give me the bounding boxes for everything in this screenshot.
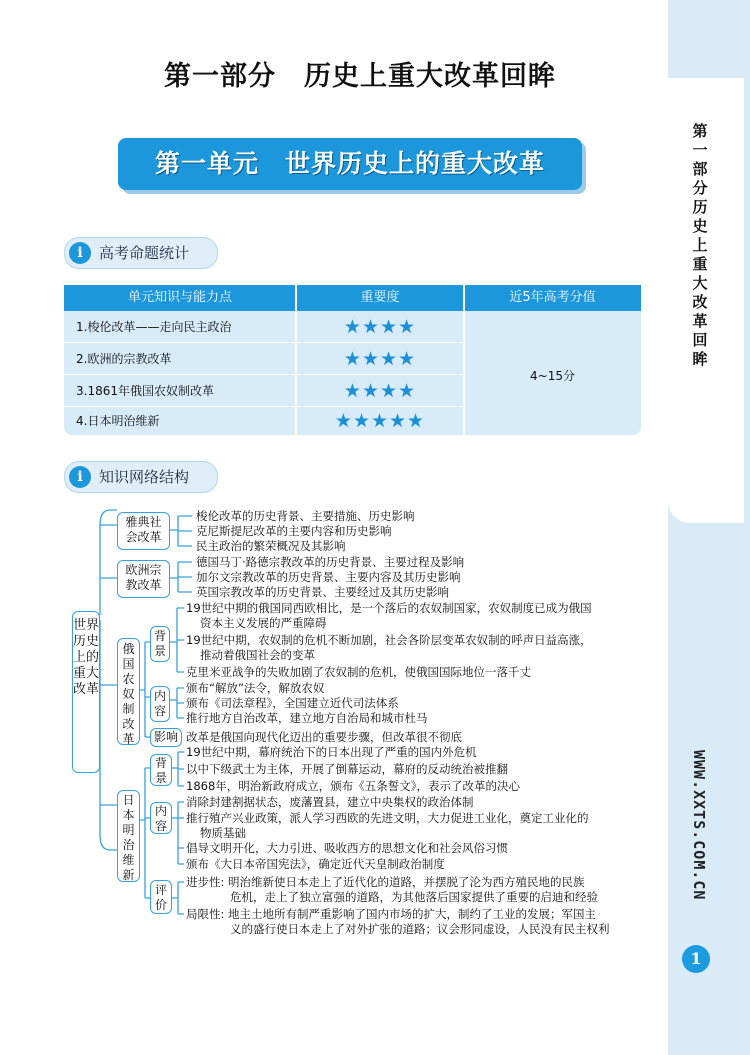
tree-leaf: 义的盛行使日本走上了对外扩张的道路；议会形同虚设，人民没有民主权利	[230, 922, 610, 936]
tree-leaf: 颁布“解放”法令，解放农奴	[186, 681, 325, 695]
side-chapter-label: 第一部分 历史上重大改革回眸	[692, 122, 708, 368]
table-header-point: 单元知识与能力点	[127, 290, 232, 305]
table-cell-stars: ★★★★	[343, 316, 417, 338]
table-header-score: 近5年高考分值	[509, 290, 596, 305]
tree-leaf: 1868年，明治新政府成立，颁布《五条誓文》，表示了改革的决心	[186, 779, 521, 793]
tree-leaf: 推动着俄国社会的变革	[200, 648, 315, 662]
unit-title: 第一单元 世界历史上的重大改革	[154, 149, 545, 178]
tree-leaf: 德国马丁·路德宗教改革的历史背景、主要过程及影响	[196, 555, 465, 569]
tree-leaf: 危机，走上了独立富强的道路，为其他落后国家提供了重要的启迪和经验	[230, 890, 598, 904]
tree-node-japan: 日本明治维新	[117, 790, 140, 882]
section-stats-title: 高考命题统计	[99, 244, 190, 262]
page-number: 1	[682, 945, 710, 973]
table-cell-score: 4~15分	[530, 369, 575, 383]
tree-leaf: 颁布《司法章程》，全国建立近代司法体系	[186, 696, 399, 710]
tree-leaf: 19世纪中期，幕府统治下的日本出现了严重的国内外危机	[186, 745, 477, 759]
table-header-importance: 重要度	[360, 290, 400, 305]
section-network-title: 知识网络结构	[99, 468, 190, 486]
tree-node-japan-evaluation: 评价	[150, 880, 172, 914]
tree-leaf: 倡导文明开化，大力引进、吸收西方的思想文化和社会风俗习惯	[186, 841, 508, 855]
tree-leaf: 加尔文宗教改革的历史背景、主要内容及其历史影响	[196, 570, 461, 584]
table-cell-stars: ★★★★★	[334, 410, 426, 432]
side-url-text: WWW.XXTS.COM.CN	[690, 750, 708, 901]
tree-leaf: 以中下级武士为主体，开展了倒幕运动，幕府的反动统治被推翻	[186, 762, 508, 776]
tree-node-athens: 雅典社会改革	[117, 512, 170, 550]
table-cell-point: 1.梭伦改革——走向民主政治	[76, 320, 232, 334]
tree-leaf: 19世纪中期，农奴制的危机不断加剧，社会各阶层变革农奴制的呼声日益高涨，	[186, 633, 592, 647]
tree-leaf: 改革是俄国向现代化迈出的重要步骤，但改革很不彻底	[186, 730, 462, 744]
tree-leaf: 推行地方自治改革，建立地方自治局和城市杜马	[186, 711, 428, 725]
tree-root-node: 世界历史上的重大改革	[72, 611, 100, 773]
tree-leaf: 克尼斯提尼改革的主要内容和历史影响	[196, 524, 392, 538]
table-cell-stars: ★★★★	[343, 348, 417, 370]
table-cell-point: 4.日本明治维新	[76, 414, 160, 428]
tree-node-russia-impact: 影响	[150, 728, 182, 747]
tree-node-russia-background: 背景	[150, 626, 170, 662]
tree-leaf: 颁布《大日本帝国宪法》，确定近代天皇制政治制度	[186, 857, 445, 871]
info-icon: i	[69, 242, 91, 264]
tree-leaf: 资本主义发展的严重障碍	[200, 616, 327, 630]
tree-leaf: 进步性: 明治维新使日本走上了近代化的道路，并摆脱了沦为西方殖民地的民族	[186, 875, 585, 889]
tree-leaf: 民主政治的繁荣概况及其影响	[196, 539, 346, 553]
table-cell-point: 3.1861年俄国农奴制改革	[76, 384, 214, 398]
tree-leaf: 物质基础	[200, 826, 246, 840]
tree-leaf: 消除封建割据状态，废藩置县，建立中央集权的政治体制	[186, 795, 474, 809]
tree-node-russia: 俄国农奴制改革	[117, 638, 140, 745]
tree-leaf: 19世纪中期的俄国同西欧相比，是一个落后的农奴制国家，农奴制度已成为俄国	[186, 601, 592, 615]
info-icon: i	[69, 466, 91, 488]
tree-leaf: 英国宗教改革的历史背景、主要经过及其历史影响	[196, 585, 449, 599]
tree-leaf: 梭伦改革的历史背景、主要措施、历史影响	[196, 509, 415, 523]
part-title: 第一部分 历史上重大改革回眸	[164, 61, 556, 92]
table-cell-stars: ★★★★	[343, 380, 417, 402]
tree-node-japan-content: 内容	[150, 802, 172, 834]
tree-leaf: 克里米亚战争的失败加剧了农奴制的危机，使俄国国际地位一落千丈	[186, 665, 531, 679]
tree-leaf: 推行殖产兴业政策，派人学习西欧的先进文明，大力促进工业化，奠定工业化的	[186, 811, 589, 825]
tree-node-russia-content: 内容	[150, 686, 170, 722]
tree-node-japan-background: 背景	[150, 754, 172, 786]
table-cell-point: 2.欧洲的宗教改革	[76, 352, 172, 366]
tree-leaf: 局限性: 地主土地所有制严重影响了国内市场的扩大，制约了工业的发展；军国主	[186, 907, 597, 921]
tree-node-europe: 欧洲宗教改革	[117, 560, 170, 598]
